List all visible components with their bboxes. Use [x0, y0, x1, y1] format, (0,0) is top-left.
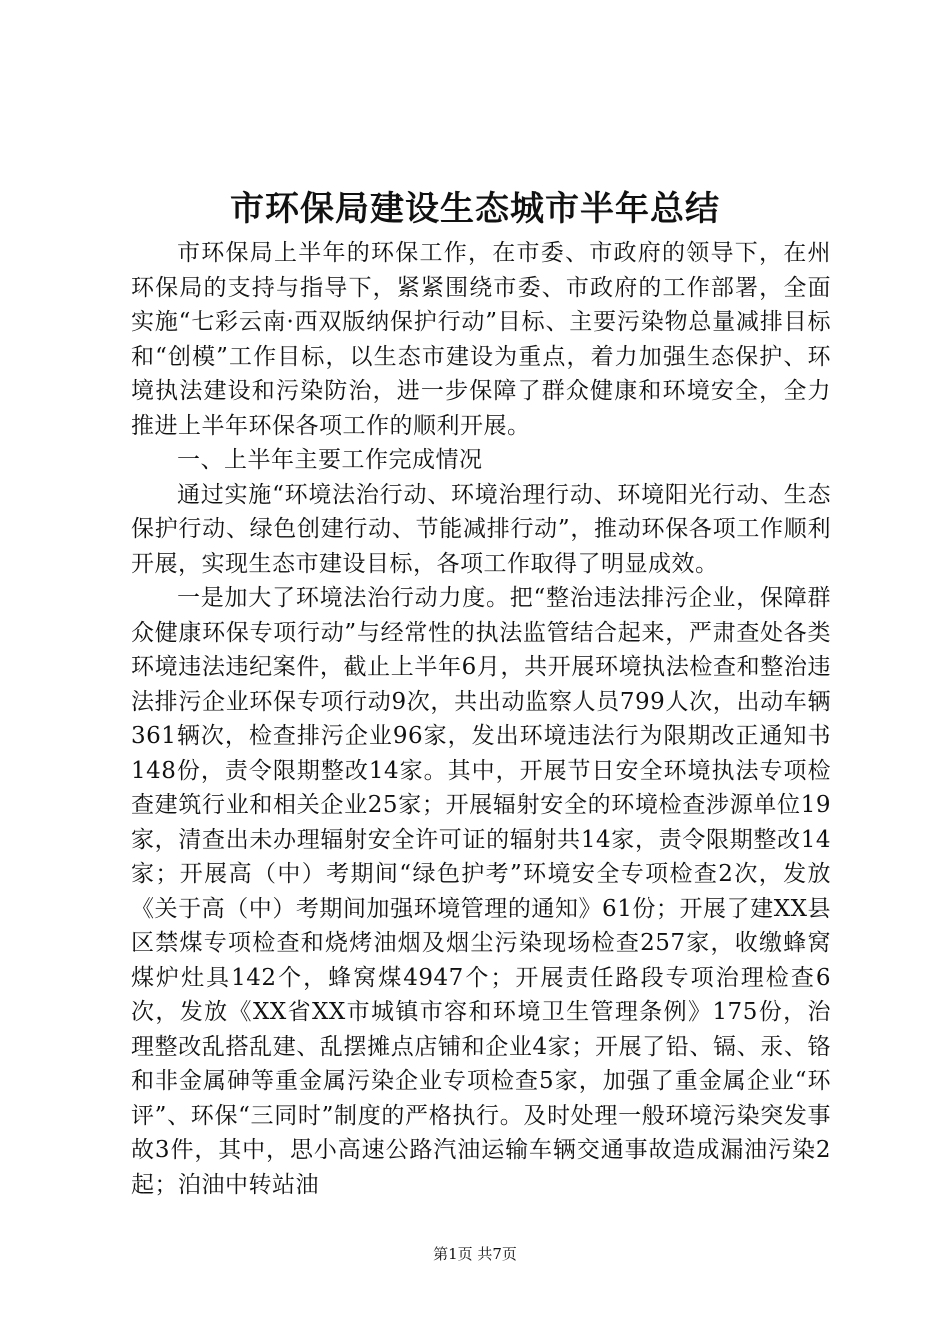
- paragraph-overview: 通过实施“环境法治行动、环境治理行动、环境阳光行动、生态保护行动、绿色创建行动、节能减排行动”，推动环保各项工作顺利开展，实现生态市建设目标，各项工作取得了明显成效。: [131, 481, 831, 577]
- page-number: 第1页 共7页: [433, 1245, 517, 1263]
- document-title: 市环保局建设生态城市半年总结: [230, 189, 720, 229]
- paragraph-enforcement: 一是加大了环境法治行动力度。把“整治违法排污企业，保障群众健康环保专项行动”与经常性的执法监管结合起来，严肃查处各类环境违法违纪案件，截止上半年6月，共开展环境执法检查和整治违法排污企业环保专项行动9次，共出动监察人员799人次，出动车辆361辆次，检查排污企业96家，发出环境违法行为限期改正通知书148份，责令限期整改14家。其中，开展节日安全环境执法专项检查建筑行业和相关企业25家；开展辐射安全的环境检查涉源单位19家，清查出未办理辐射安全许可证的辐射共14家，责令限期整改14家；开展高（中）考期间“绿色护考”环境安全专项检查2次，发放《关于高（中）考期间加强环境管理的通知》61份；开展了建XX县区禁煤专项检查和烧烤油烟及烟尘污染现场检查257家，收缴蜂窝煤炉灶具142个，蜂窝煤4947个；开展责任路段专项治理检查6次，发放《XX省XX市城镇市容和环境卫生管理条例》175份，治理整改乱搭乱建、乱摆摊点店铺和企业4家；开展了铅、镉、汞、铬和非金属砷等重金属污染企业专项检查5家，加强了重金属企业“环评”、环保“三同时”制度的严格执行。及时处理一般环境污染突发事故3件，其中，思小高速公路汽油运输车辆交通事故造成漏油污染2起；泊油中转站油: [131, 585, 831, 1198]
- section-heading: 一、上半年主要工作完成情况: [177, 447, 483, 473]
- paragraph-intro: 市环保局上半年的环保工作，在市委、市政府的领导下，在州环保局的支持与指导下，紧紧围绕市委、市政府的工作部署，全面实施“七彩云南·西双版纳保护行动”目标、主要污染物总量减排目标和“创模”工作目标，以生态市建设为重点，着力加强生态保护、环境执法建设和污染防治，进一步保障了群众健康和环境安全，全力推进上半年环保各项工作的顺利开展。: [131, 240, 831, 439]
- document-body: [131, 236, 831, 1202]
